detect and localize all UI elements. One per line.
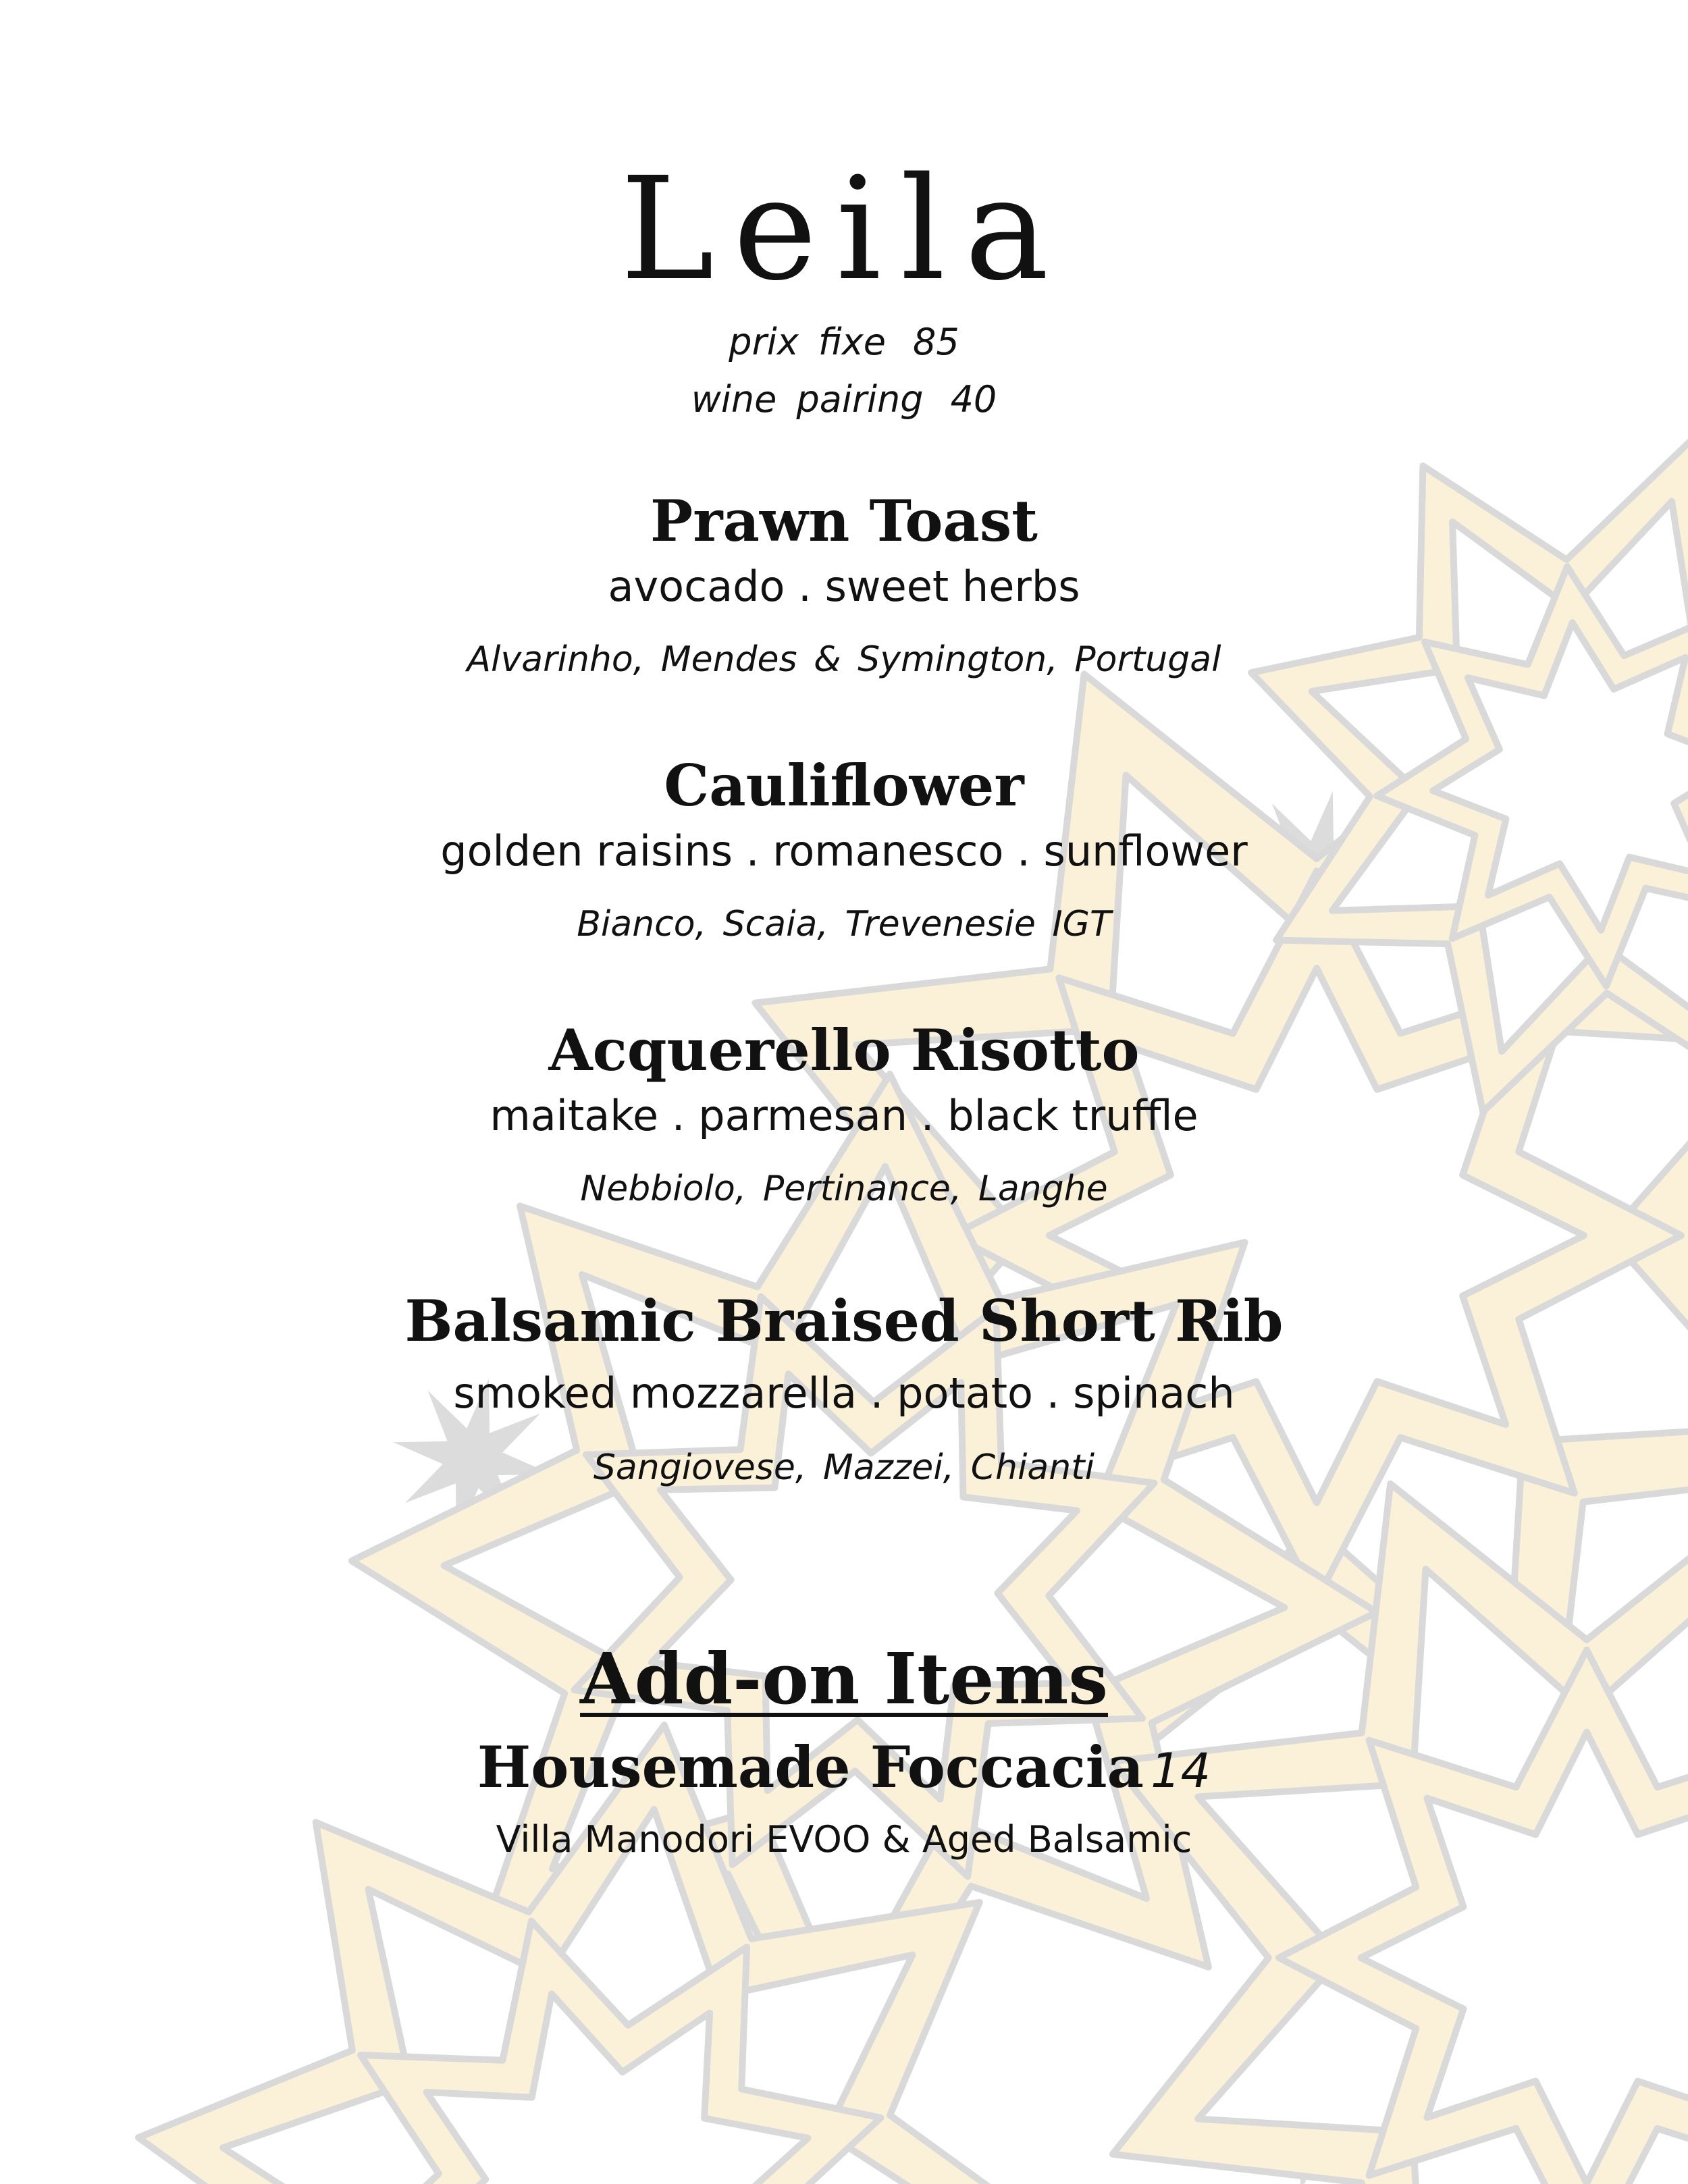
price-label: wine pairing bbox=[691, 378, 924, 421]
addon-item-price: 14 bbox=[1151, 1743, 1211, 1799]
course-wine: Alvarinho, Mendes & Symington, Portugal bbox=[467, 639, 1221, 680]
price-value: 40 bbox=[950, 378, 997, 421]
price-label: prix fixe bbox=[729, 321, 886, 363]
price-prix-fixe bbox=[0, 321, 1688, 363]
course-description: avocado . sweet herbs bbox=[608, 562, 1080, 611]
addon-item-title bbox=[0, 1734, 1688, 1801]
course-wine: Bianco, Scaia, Trevenesie IGT bbox=[577, 904, 1111, 944]
course-description: smoked mozzarella . potato . spinach bbox=[453, 1368, 1235, 1418]
addon-item-description: Villa Manodori EVOO & Aged Balsamic bbox=[496, 1818, 1192, 1861]
course-wine: Sangiovese, Mazzei, Chianti bbox=[593, 1447, 1095, 1488]
restaurant-name: Leila bbox=[620, 147, 1068, 312]
course-description: golden raisins . romanesco . sunflower bbox=[440, 826, 1248, 876]
addons-heading: Add-on Items bbox=[580, 1637, 1108, 1720]
course-wine: Nebbiolo, Pertinance, Langhe bbox=[580, 1169, 1108, 1209]
course-title: Cauliflower bbox=[664, 752, 1024, 819]
course-title: Acquerello Risotto bbox=[548, 1017, 1140, 1084]
addon-item-name: Housemade Foccacia bbox=[477, 1734, 1144, 1801]
course-title: Balsamic Braised Short Rib bbox=[404, 1287, 1284, 1354]
course-title: Prawn Toast bbox=[650, 487, 1038, 554]
price-wine-pairing bbox=[0, 378, 1688, 421]
price-value: 85 bbox=[912, 321, 959, 363]
course-description: maitake . parmesan . black truffle bbox=[490, 1091, 1198, 1140]
